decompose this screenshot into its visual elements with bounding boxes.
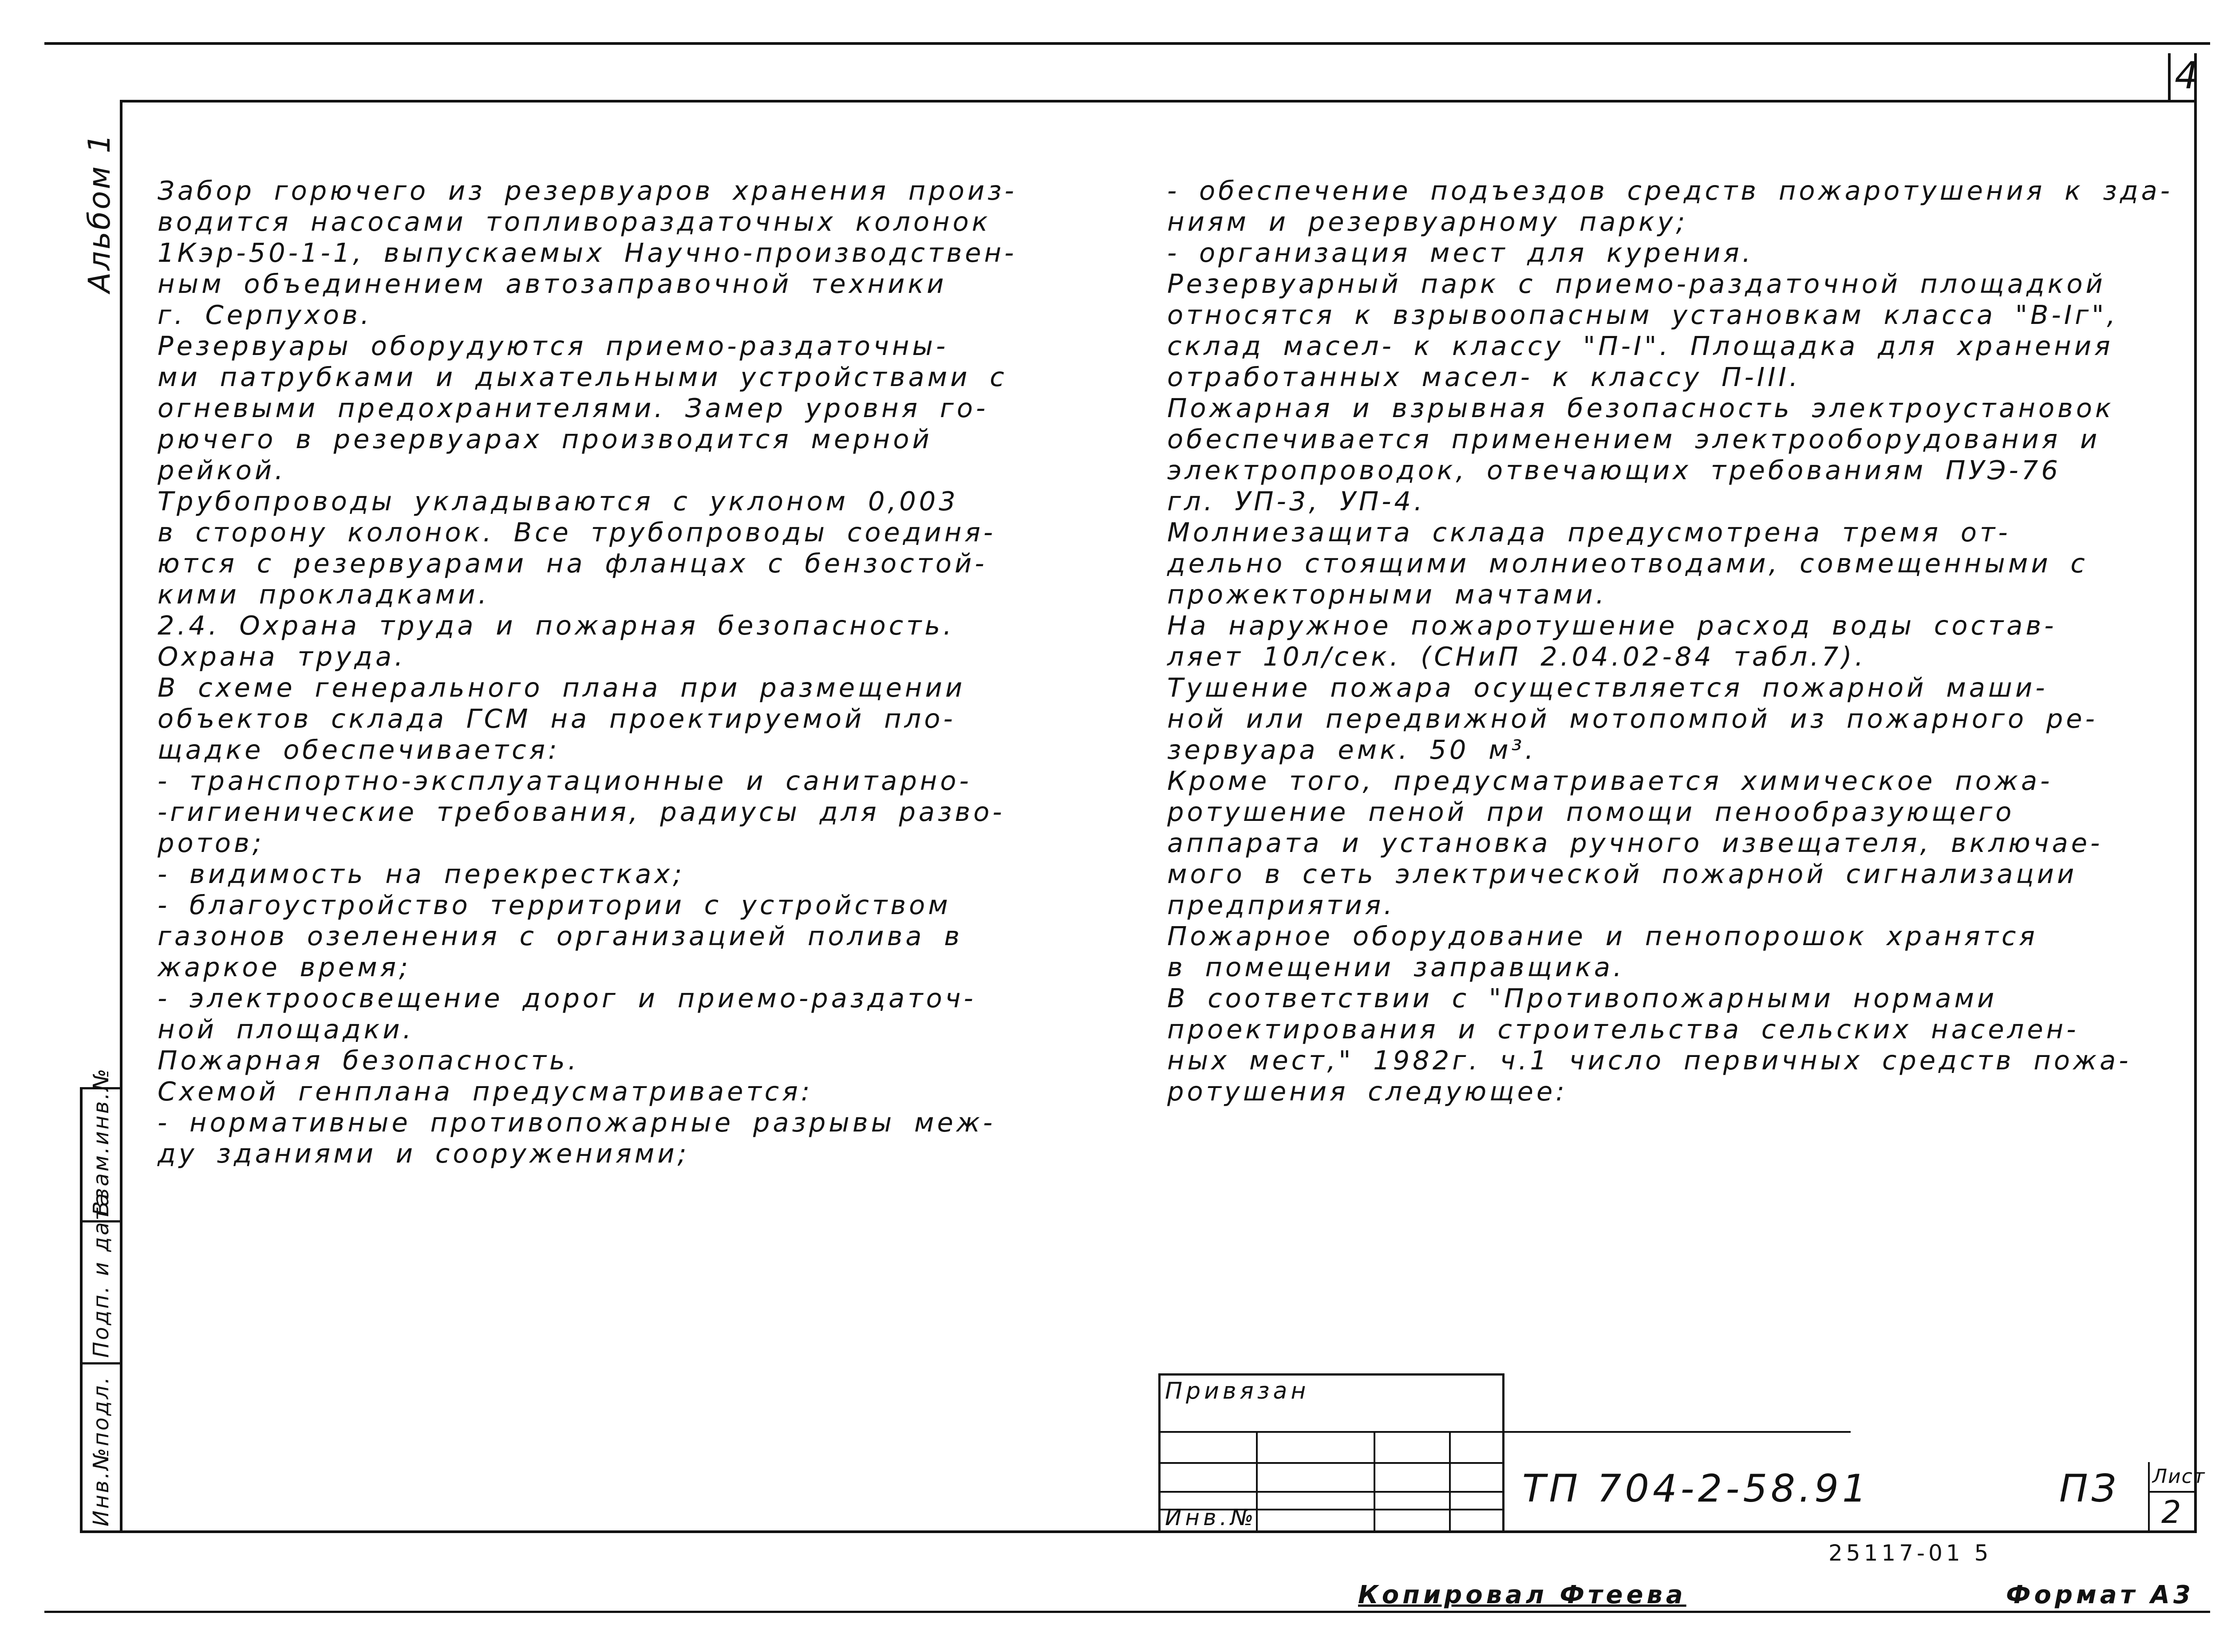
top-rule	[44, 42, 2210, 45]
list-item: - электроосвещение дорог и приемо-раздаточ- ной площадки.	[158, 983, 976, 1045]
paragraph: Забор горючего из резервуаров хранения произ- водится насосами топливораздаточных колонок 1Кэр-50-1-1, выпускаемых Научно-производствен- ным объединением автозаправочной техники г. Серпухов.	[158, 175, 1017, 330]
list-item: - нормативные противопожарные разрывы меж- ду зданиями и сооружениями;	[158, 1107, 996, 1169]
copied-by: Копировал Фтеева	[1358, 1581, 1686, 1609]
frame-top	[120, 100, 2197, 103]
document-code: ТП 704-2-58.91	[1522, 1467, 1870, 1511]
stamp-signature-date: Подп. и дата	[89, 1191, 114, 1358]
paragraph: Тушение пожара осуществляется пожарной маши- ной или передвижной мотопомпой из пожарного ре- зервуара емк. 50 м³.	[1167, 672, 2098, 765]
sheet-value: 2	[2161, 1494, 2185, 1530]
sheet-number: 4	[2175, 54, 2202, 97]
list-item: - благоустройство территории с устройством газонов озеленения с организацией полива в жаркое время;	[158, 890, 963, 982]
document-type: ПЗ	[2059, 1467, 2120, 1511]
paragraph: Резервуары оборудуются приемо-раздаточны- ми патрубками и дыхательными устройствами с огневыми предохранителями. Замер уровня го- рючего в резервуарах производится мерной рейкой.	[158, 331, 1007, 485]
paragraph: Трубопроводы укладываются с уклоном 0,003 в сторону колонок. Все трубопроводы соединя- ются с резервуарами на фланцах с бензостой- кими прокладками.	[158, 486, 996, 610]
archive-number: 25117-01 5	[1828, 1540, 1992, 1566]
list-item: - видимость на перекрестках;	[158, 859, 685, 889]
left-text-column	[158, 175, 1103, 1169]
sheet-label: Лист	[2152, 1465, 2206, 1488]
linked-label: Привязан	[1165, 1378, 1310, 1404]
stamp-inv-original: Инв.№подл.	[89, 1375, 114, 1526]
inv-label: Инв.№	[1165, 1505, 1257, 1530]
frame-right	[2194, 53, 2197, 1533]
format-label: Формат А3	[2006, 1581, 2194, 1609]
list-item: - организация мест для курения.	[1167, 237, 1754, 268]
list-item: - обеспечение подъездов средств пожаротушения к зда- ниям и резервуарному парку;	[1167, 175, 2173, 237]
section-heading: 2.4. Охрана труда и пожарная безопасность. Охрана труда.	[158, 610, 955, 672]
paragraph: Схемой генплана предусматривается:	[158, 1076, 813, 1107]
paragraph: Пожарная и взрывная безопасность электроустановок обеспечивается применением электрооборудования и электропроводок, отвечающих требованиям ПУЭ-76 гл. УП-3, УП-4.	[1167, 393, 2114, 516]
paragraph: Молниезащита склада предусмотрена тремя от- дельно стоящими молниеотводами, совмещенными с прожекторными мачтами.	[1167, 517, 2088, 610]
paragraph: Кроме того, предусматривается химическое пожа- ротушение пеной при помощи пенообразующего аппарата и установка ручного извещателя, включае- мого в сеть электрической пожарной сигнализации предприятия.	[1167, 765, 2103, 920]
stamp-replacement-inv: Взам.инв.№	[89, 1067, 114, 1216]
frame-left	[120, 100, 122, 1533]
album-label: Альбом 1	[82, 132, 117, 293]
sheet-box-left	[2168, 53, 2171, 102]
list-item: - транспортно-эксплуатационные и санитарно- -гигиенические требования, радиусы для разво- ротов;	[158, 765, 1005, 858]
subsection-heading: Пожарная безопасность.	[158, 1045, 580, 1076]
right-text-column	[1167, 175, 2188, 1107]
paragraph: В соответствии с "Противопожарными нормами проектирования и строительства сельских населен- ных мест," 1982г. ч.1 число первичных средств пожа- ротушения следующее:	[1167, 983, 2132, 1107]
paragraph: В схеме генерального плана при размещении объектов склада ГСМ на проектируемой пло- щадке обеспечивается:	[158, 672, 966, 765]
bottom-rule	[44, 1611, 2210, 1613]
paragraph: Пожарное оборудование и пенопорошок хранятся в помещении заправщика.	[1167, 921, 2038, 982]
paragraph: Резервуарный парк с приемо-раздаточной площадкой относятся к взрывоопасным установкам класса "В-Iг", склад масел- к классу "П-I". Площадка для хранения отработанных масел- к классу П-III.	[1167, 268, 2119, 392]
paragraph: На наружное пожаротушение расход воды состав- ляет 10л/сек. (СНиП 2.04.02-84 табл.7).	[1167, 610, 2057, 672]
frame-bottom	[80, 1530, 2197, 1533]
